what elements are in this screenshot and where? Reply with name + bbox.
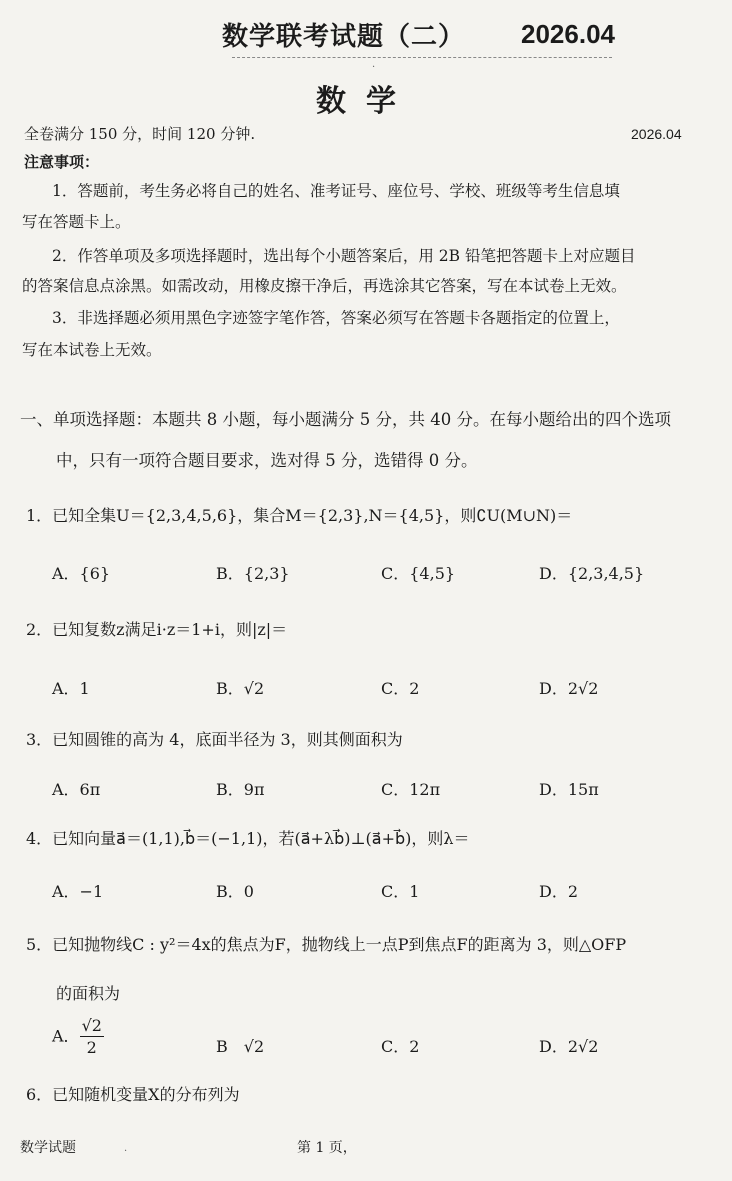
question-3-option-a: A．6π [52, 780, 101, 799]
question-2-stem: 2．已知复数z满足i·z＝1+i，则|z|＝ [26, 620, 288, 639]
question-5-option-a-label: A． [52, 1026, 80, 1046]
score-time-line: 全卷满分 150 分，时间 120 分钟. [24, 125, 256, 143]
notice-heading: 注意事项： [24, 153, 100, 171]
footer-subject: 数学试题 [20, 1140, 76, 1156]
question-4-stem: 4．已知向量a⃗＝(1,1),b⃗＝(−1,1)，若(a⃗+λb⃗)⊥(a⃗+b⃗)，则λ＝ [26, 829, 470, 848]
question-1-option-d: D．{2,3,4,5} [539, 564, 645, 583]
note-3-line-1: 3．非选择题必须用黑色字迹签字笔作答，答案必须写在答题卡各题指定的位置上， [52, 309, 620, 327]
note-3-line-2: 写在本试卷上无效。 [22, 341, 162, 359]
header-divider [232, 57, 612, 58]
fraction-denominator: 2 [86, 1038, 97, 1057]
question-5-option-a [52, 1018, 104, 1056]
exam-title: 数学联考试题（二） [222, 22, 466, 52]
question-3-option-b: B．9π [216, 780, 265, 799]
note-1-line-2: 写在答题卡上。 [22, 213, 131, 231]
question-5-stem-line-1: 5．已知抛物线C : y²＝4x的焦点为F，抛物线上一点P到焦点F的距离为 3，则△OFP [26, 935, 627, 954]
fraction-numerator: √2 [81, 1016, 102, 1035]
scan-speck: · [372, 62, 376, 73]
question-1-option-c: C．{4,5} [381, 564, 456, 583]
question-1-option-b: B．{2,3} [216, 564, 290, 583]
question-4-option-c: C．1 [381, 882, 420, 901]
question-2-option-a: A．1 [52, 679, 90, 698]
fraction [80, 1018, 104, 1056]
question-2-option-c: C．2 [381, 679, 420, 698]
question-1-stem: 1．已知全集U＝{2,3,4,5,6}，集合M＝{2,3},N＝{4,5}，则∁U(M∪N)＝ [26, 506, 573, 525]
subject-heading: 数学 [316, 84, 416, 119]
question-4-option-a: A．−1 [52, 882, 104, 901]
question-3-option-c: C．12π [381, 780, 441, 799]
section-1-heading: 一、单项选择题：本题共 8 小题，每小题满分 5 分，共 40 分。在每小题给出的四个选项 [20, 410, 671, 429]
question-5-option-c: C．2 [381, 1037, 420, 1056]
scan-speck: · [124, 1146, 128, 1157]
question-2-option-b: B．√2 [216, 679, 265, 698]
question-5-option-b: B √2 [216, 1037, 265, 1056]
footer-page-number: 第 1 页， [297, 1140, 357, 1156]
question-3-stem: 3．已知圆锥的高为 4，底面半径为 3，则其侧面积为 [26, 730, 403, 749]
question-5-option-d: D．2√2 [539, 1037, 599, 1056]
question-6-stem: 6．已知随机变量X的分布列为 [26, 1085, 240, 1104]
note-1-line-1: 1．答题前，考生务必将自己的姓名、准考证号、座位号、学校、班级等考生信息填 [52, 182, 620, 200]
question-3-option-d: D．15π [539, 780, 599, 799]
intro-date: 2026.04 [631, 126, 682, 142]
question-4-option-d: D．2 [539, 882, 579, 901]
question-4-option-b: B．0 [216, 882, 254, 901]
note-2-line-1: 2．作答单项及多项选择题时，选出每个小题答案后，用 2B 铅笔把答题卡上对应题目 [52, 247, 636, 265]
question-2-option-d: D．2√2 [539, 679, 599, 698]
exam-header-date: 2026.04 [521, 19, 615, 49]
section-1-heading-cont: 中，只有一项符合题目要求，选对得 5 分，选错得 0 分。 [56, 451, 478, 470]
question-5-stem-line-2: 的面积为 [56, 984, 121, 1003]
note-2-line-2: 的答案信息点涂黑。如需改动，用橡皮擦干净后，再选涂其它答案，写在本试卷上无效。 [22, 277, 627, 295]
question-1-option-a: A．{6} [52, 564, 111, 583]
